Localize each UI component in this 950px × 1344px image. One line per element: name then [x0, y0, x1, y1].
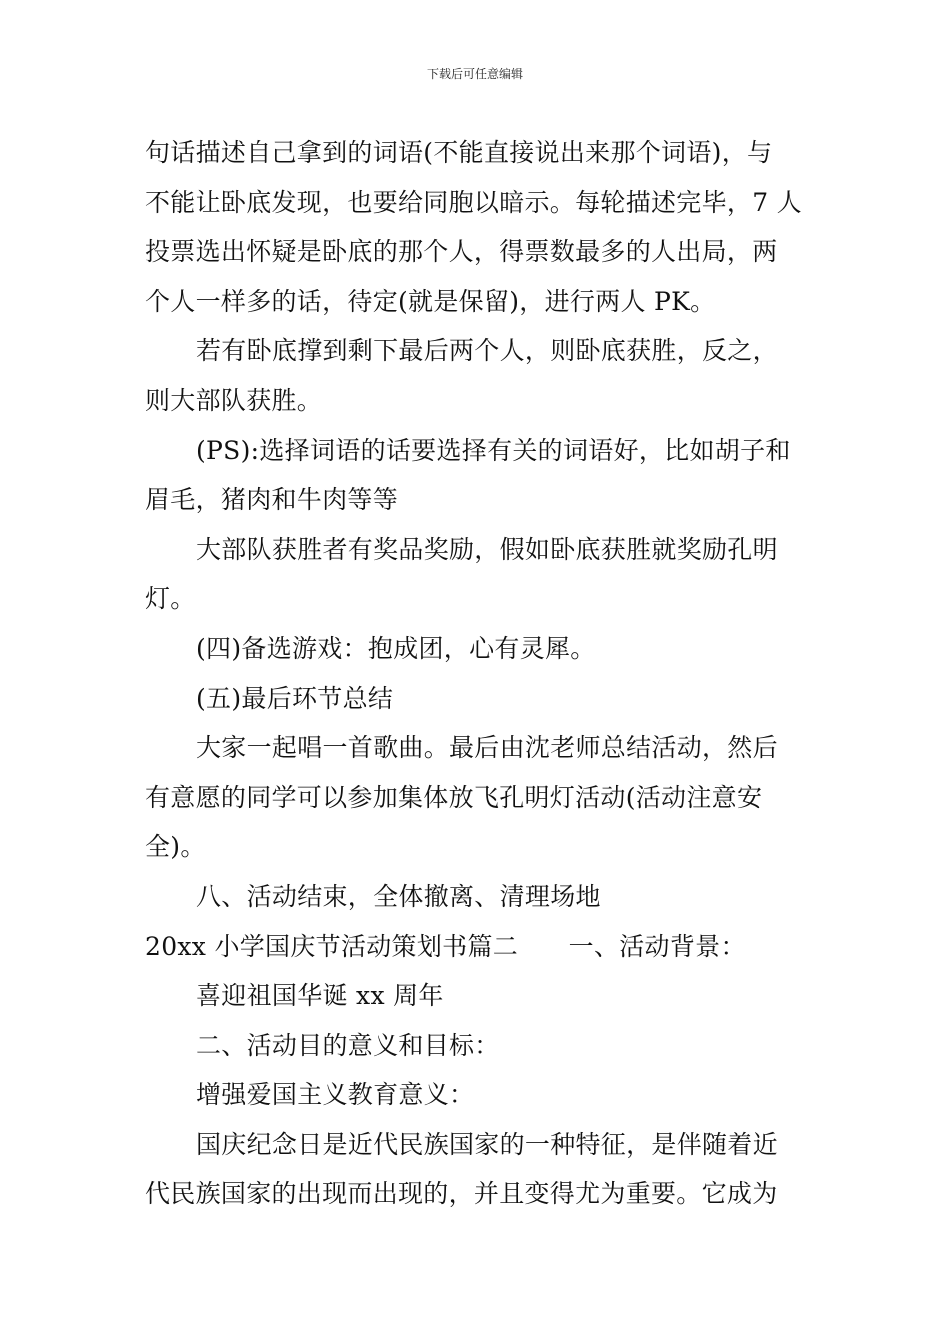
- text-line: 大部队获胜者有奖品奖励，假如卧底获胜就奖励孔明: [196, 534, 778, 564]
- text-line: 句话描述自己拿到的词语(不能直接说出来那个词语)，与: [145, 138, 773, 167]
- text-line: 个人一样多的话，待定(就是保留)，进行两人 PK。: [145, 286, 716, 316]
- text-line: (四)备选游戏：抱成团，心有灵犀。: [196, 633, 596, 663]
- text-line: 国庆纪念日是近代民族国家的一种特征，是伴随着近: [196, 1129, 778, 1159]
- text-line: 大家一起唱一首歌曲。最后由沈老师总结活动，然后: [196, 733, 778, 763]
- text-line: 灯。: [145, 584, 196, 614]
- text-line: 则大部队获胜。: [145, 385, 323, 415]
- text-line: 八、活动结束，全体撤离、清理场地: [196, 881, 601, 911]
- text-line: (五)最后环节总结: [196, 683, 394, 713]
- text-line: 有意愿的同学可以参加集体放飞孔明灯活动(活动注意安: [145, 782, 763, 812]
- text-line: 二、活动目的意义和目标：: [196, 1030, 500, 1060]
- page-header: 下载后可任意编辑: [426, 67, 523, 81]
- text-line: 代民族国家的出现而出现的，并且变得尤为重要。它成为: [145, 1179, 778, 1209]
- text-line: 投票选出怀疑是卧底的那个人，得票数最多的人出局，两: [145, 237, 778, 267]
- document-body: [145, 128, 809, 1219]
- text-line: 眉毛，猪肉和牛肉等等: [145, 485, 399, 515]
- text-line: (PS):选择词语的话要选择有关的词语好，比如胡子和: [196, 435, 791, 465]
- text-line: 若有卧底撑到剩下最后两个人，则卧底获胜，反之，: [196, 336, 778, 366]
- section-title: 20xx 小学国庆节活动策划书篇二 一、活动背景：: [145, 931, 746, 961]
- text-line: 增强爱国主义教育意义：: [196, 1080, 475, 1110]
- text-line: 不能让卧底发现，也要给同胞以暗示。每轮描述完毕，7 人: [145, 187, 802, 217]
- text-line: 喜迎祖国华诞 xx 周年: [196, 981, 444, 1011]
- text-line: 全)。: [145, 832, 206, 862]
